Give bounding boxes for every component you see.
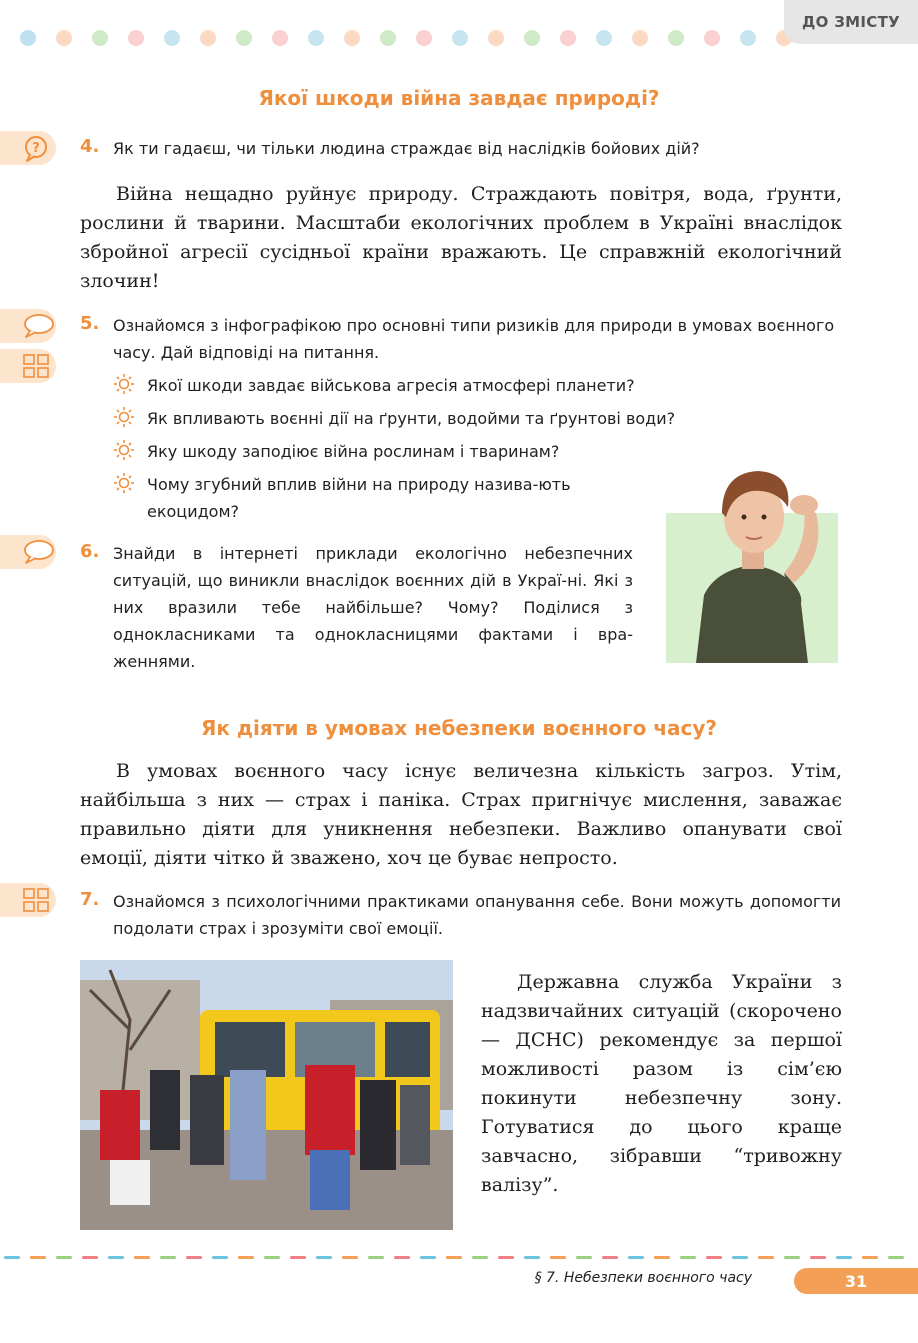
chapter-footer: § 7. Небезпеки воєнного часу [534, 1270, 752, 1286]
decorative-dash [4, 1256, 20, 1259]
decorative-dash [134, 1256, 150, 1259]
decorative-dash [186, 1256, 202, 1259]
decorative-dot [740, 30, 756, 46]
sun-bullet-icon [113, 373, 135, 399]
question-marker-tab [0, 131, 56, 165]
decorative-dot [632, 30, 648, 46]
decorative-dash [264, 1256, 280, 1259]
grid-icon [22, 887, 52, 913]
decorative-dash [576, 1256, 592, 1259]
question-number-6: 6. [80, 541, 100, 562]
decorative-dash [628, 1256, 644, 1259]
question-4-text: Як ти гадаєш, чи тільки людина страждає від наслідків бойових дій? [113, 139, 700, 158]
discussion-marker-tab [0, 535, 56, 569]
evacuation-bus-photo [80, 960, 453, 1230]
decorative-dash [368, 1256, 384, 1259]
bullet-item: Як впливають воєнні дії на ґрунти, водойми та ґрунтові води? [147, 409, 676, 428]
decorative-dash [56, 1256, 72, 1259]
decorative-dot [488, 30, 504, 46]
thinking-boy-illustration [666, 455, 838, 663]
practice-marker-tab [0, 883, 56, 917]
decorative-dash [498, 1256, 514, 1259]
page-number: 31 [794, 1268, 918, 1294]
decorative-dot [236, 30, 252, 46]
intro-paragraph-danger: В умовах воєнного часу існує величезна кількість загроз. Утім, найбільша з них — страх і паніка. Страх пригнічує мислення, заважає правильно діяти для уникнення небезпеки. Важливо опанувати свої емоції, діяти чітко й зважено, хоч це буває непросто. [80, 760, 842, 869]
sun-bullet-icon [113, 406, 135, 432]
decorative-dash [758, 1256, 774, 1259]
speech-bubble-icon [22, 313, 56, 339]
decorative-dot [92, 30, 108, 46]
decorative-dash [524, 1256, 540, 1259]
question-number-5: 5. [80, 313, 100, 334]
decorative-dot [308, 30, 324, 46]
decorative-dash [394, 1256, 410, 1259]
decorative-dash [342, 1256, 358, 1259]
decorative-dot [416, 30, 432, 46]
decorative-dot [164, 30, 180, 46]
decorative-dash [732, 1256, 748, 1259]
infographic-marker-tab [0, 349, 56, 383]
decorative-dash [706, 1256, 722, 1259]
decorative-dash [82, 1256, 98, 1259]
decorative-dot [560, 30, 576, 46]
decorative-dash [550, 1256, 566, 1259]
decorative-dot [596, 30, 612, 46]
decorative-dash [420, 1256, 436, 1259]
decorative-dash [108, 1256, 124, 1259]
decorative-dash [654, 1256, 670, 1259]
decorative-dash [212, 1256, 228, 1259]
decorative-dot [128, 30, 144, 46]
toc-button[interactable]: ДО ЗМІСТУ [784, 0, 918, 44]
question-5-text: Ознайомся з інфографікою про основні типи ризиків для природи в умовах воєнного часу. Дай відповіді на питання. [113, 316, 835, 362]
svg-text:?: ? [32, 141, 40, 156]
bullet-item: Чому згубний вплив війни на природу назива-ють екоцидом? [147, 475, 571, 521]
decorative-dash [238, 1256, 254, 1259]
decorative-dot [452, 30, 468, 46]
decorative-dot-row [20, 30, 792, 46]
decorative-dash [30, 1256, 46, 1259]
decorative-dot [668, 30, 684, 46]
decorative-dash-row [0, 1256, 918, 1260]
bullet-item: Якої шкоди завдає військова агресія атмосфері планети? [147, 376, 635, 395]
decorative-dash [472, 1256, 488, 1259]
question-number-7: 7. [80, 889, 100, 910]
decorative-dash [888, 1256, 904, 1259]
decorative-dot [200, 30, 216, 46]
decorative-dash [784, 1256, 800, 1259]
decorative-dash [680, 1256, 696, 1259]
decorative-dash [602, 1256, 618, 1259]
decorative-dash [290, 1256, 306, 1259]
decorative-dash [316, 1256, 332, 1259]
discussion-marker-tab [0, 309, 56, 343]
bullet-item: Яку шкоду заподіює війна рослинам і тваринам? [147, 442, 560, 461]
grid-icon [22, 353, 52, 379]
sun-bullet-icon [113, 439, 135, 465]
decorative-dot [380, 30, 396, 46]
section-heading-nature: Якої шкоди війна завдає природі? [258, 86, 660, 110]
decorative-dot [704, 30, 720, 46]
decorative-dot [56, 30, 72, 46]
decorative-dash [810, 1256, 826, 1259]
section-heading-danger: Як діяти в умовах небезпеки воєнного часу? [200, 716, 718, 740]
decorative-dot [272, 30, 288, 46]
decorative-dot [524, 30, 540, 46]
question-6-text: Знайди в інтернеті приклади екологічно небезпечних ситуацій, що виникли внаслідок воєнних дій в Украї-ні. Які з них вразили тебе найбільше? Чому? Поділися з однокласниками та однокласницями фактами і вра-женнями. [113, 544, 633, 671]
decorative-dash [160, 1256, 176, 1259]
intro-paragraph-nature: Війна нещадно руйнує природу. Страждають повітря, вода, ґрунти, рослини й тварини. Масштаби екологічних проблем в Україні внаслідок збройної агресії сусідньої країни вражають. Це справжній екологічний злочин! [80, 183, 842, 292]
question-7-text: Ознайомся з психологічними практиками опанування себе. Вони можуть допомогти подолати страх і зрозуміти свої емоції. [113, 892, 841, 938]
question-number-4: 4. [80, 136, 100, 157]
decorative-dot [20, 30, 36, 46]
decorative-dash [862, 1256, 878, 1259]
decorative-dot [344, 30, 360, 46]
sun-bullet-icon [113, 472, 135, 498]
question-icon [22, 135, 52, 163]
decorative-dash [836, 1256, 852, 1259]
decorative-dash [446, 1256, 462, 1259]
speech-bubble-icon [22, 539, 56, 565]
dsns-recommendation-text: Державна служба України з надзвичайних ситуацій (скорочено — ДСНС) рекомендує за першої можливості разом із сім’єю покинути небезпечну зону. Готуватися до цього краще завчасно, зібравши “тривожну валізу”. [481, 971, 842, 1196]
